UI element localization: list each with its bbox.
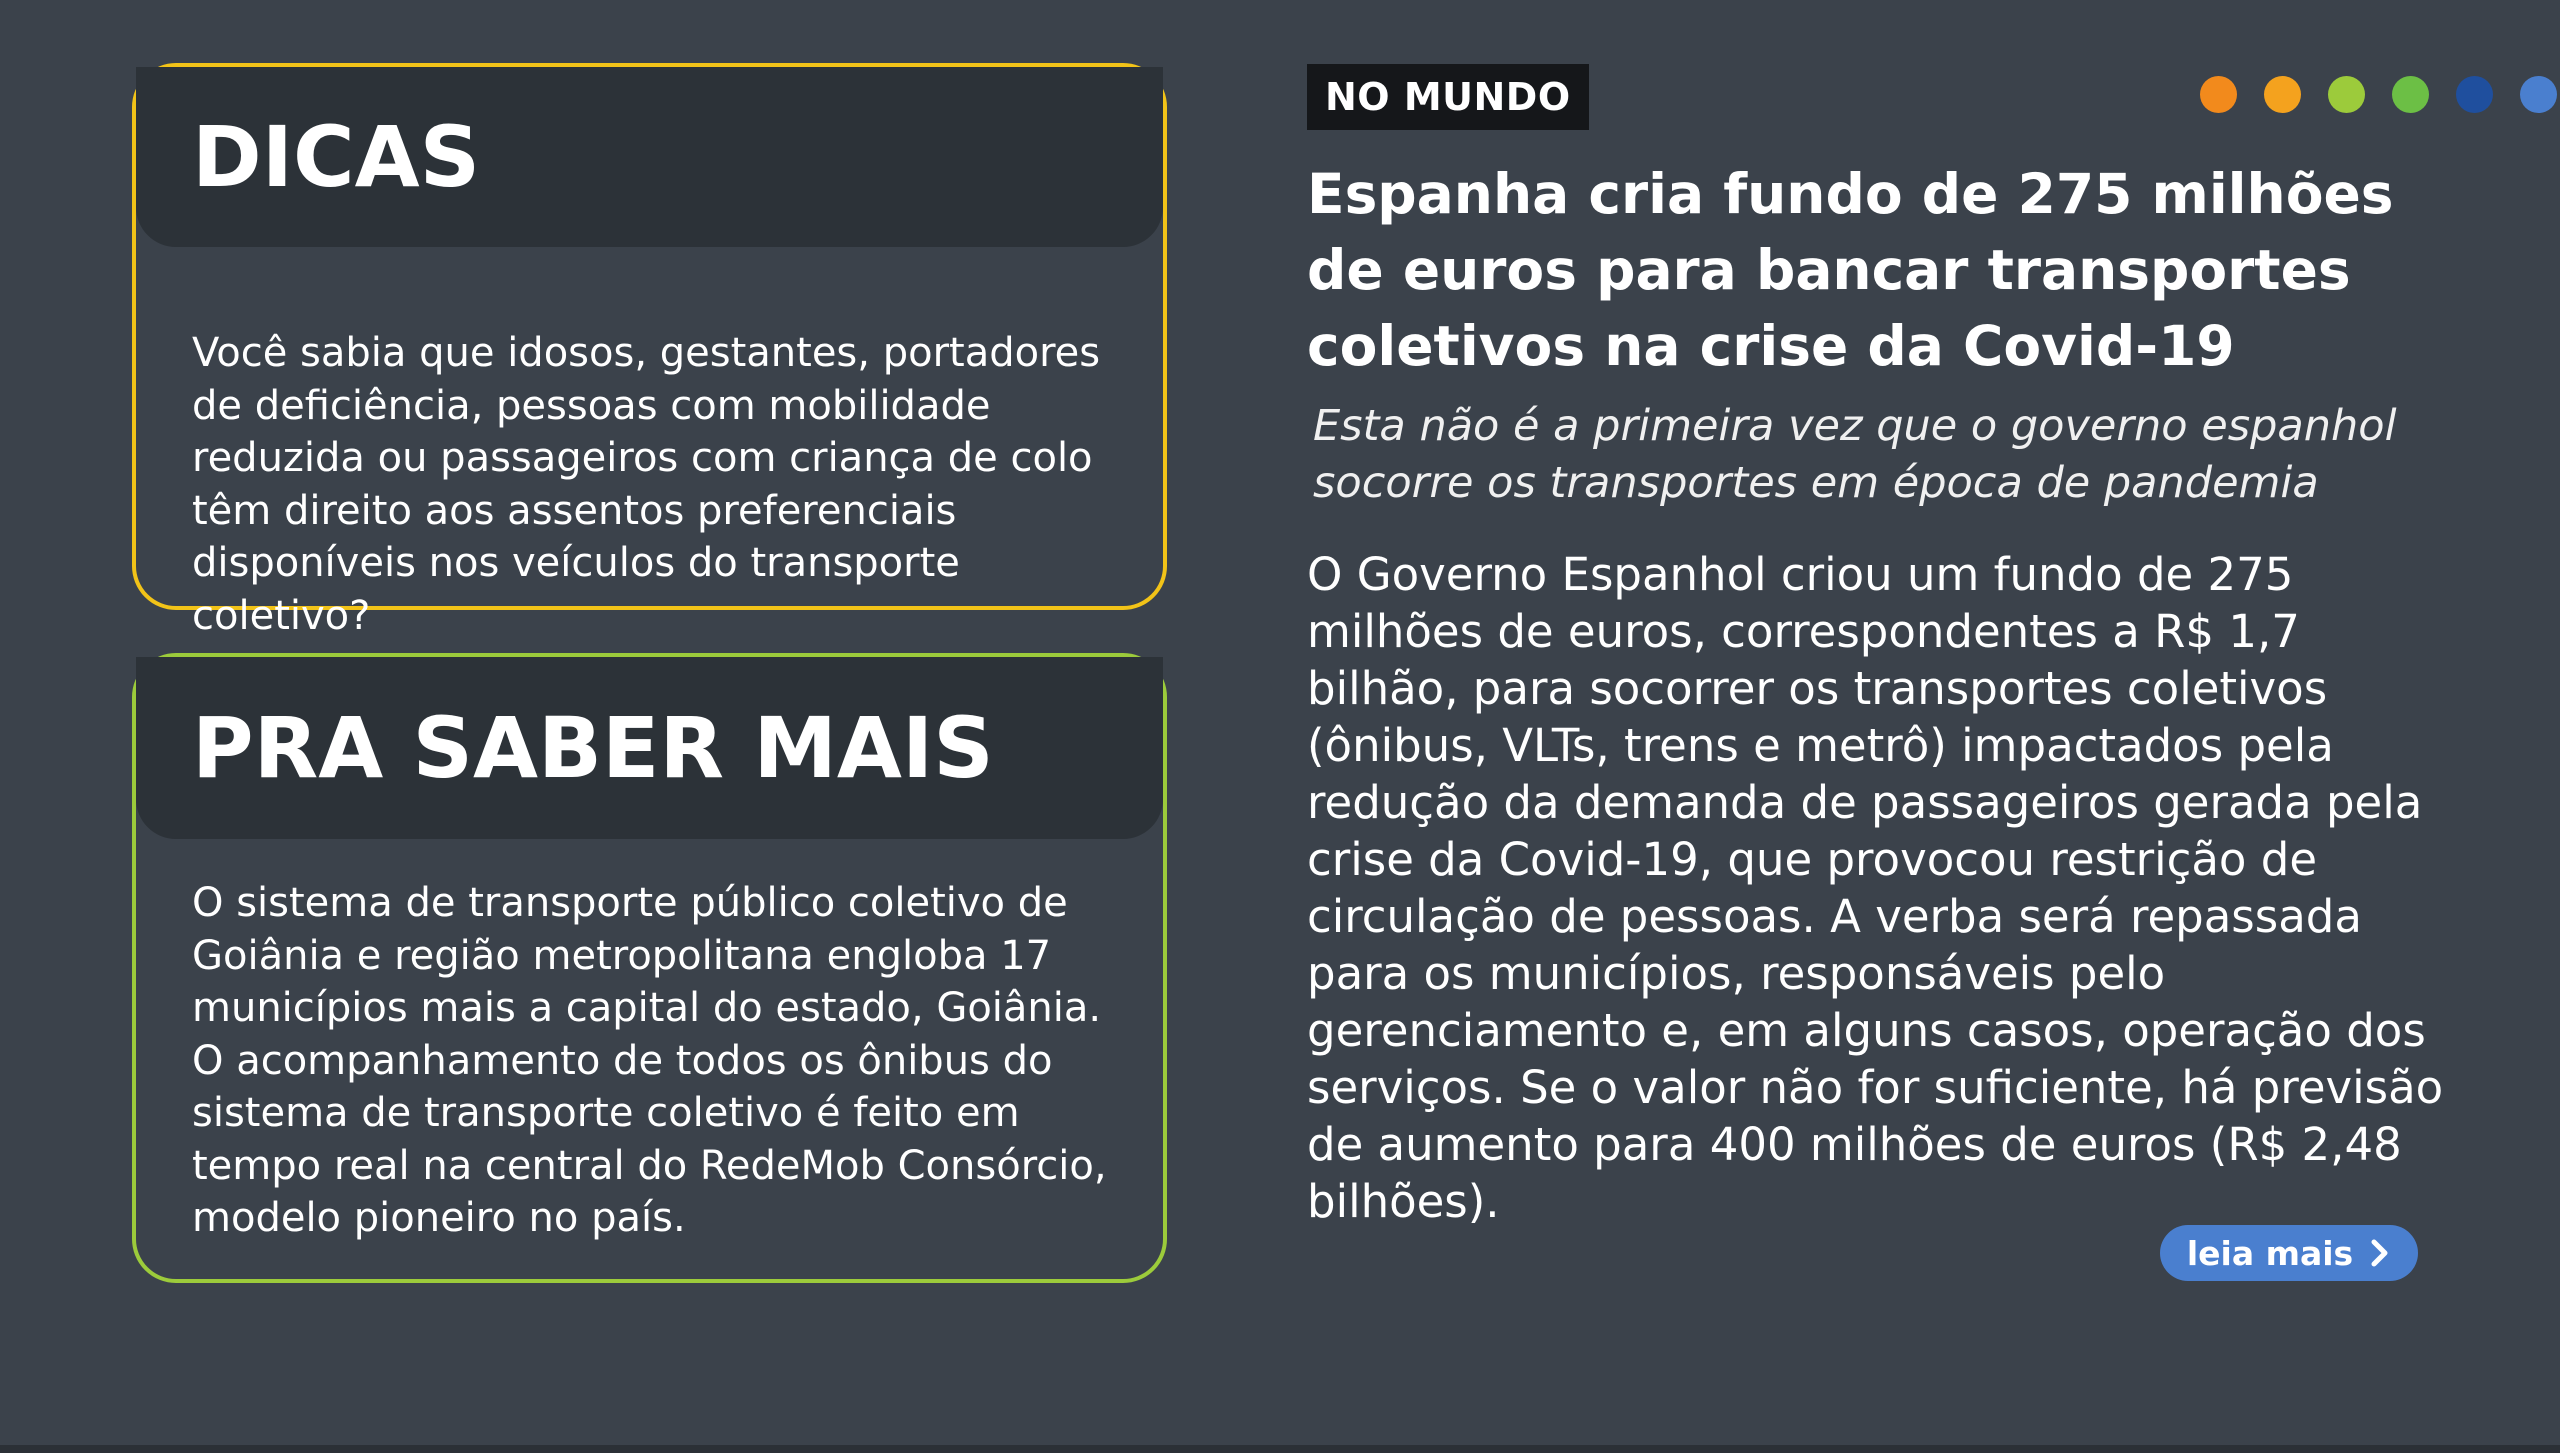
pagination-dot[interactable] <box>2328 76 2365 113</box>
pagination-dots <box>2200 76 2557 113</box>
world-news-section <box>1307 64 2444 1230</box>
tips-card <box>132 63 1167 639</box>
chevron-right-icon <box>2369 1238 2391 1268</box>
read-more-label: leia mais <box>2186 1233 2354 1273</box>
tips-text: Você sabia que idosos, gestantes, portadores de deficiência, pessoas com mobilidade reduzida ou passageiros com criança de colo têm direito aos assentos preferenciais disponíveis nos veículos do transporte coletivo? <box>192 330 1101 639</box>
pagination-dot[interactable] <box>2520 76 2557 113</box>
pagination-dot[interactable] <box>2392 76 2429 113</box>
learn-more-card-header <box>136 657 1163 839</box>
pagination-dot[interactable] <box>2264 76 2301 113</box>
news-body: O Governo Espanhol criou um fundo de 275 milhões de euros, correspondentes a R$ 1,7 bilhão, para socorrer os transportes coletivos (ônibus, VLTs, trens e metrô) impactados pela redução da demanda de passageiros gerada pela crise da Covid-19, que provocou restrição de circulação de pessoas. A verba será repassada para os municípios, responsáveis pelo gerenciamento e, em alguns casos, operação dos serviços. Se o valor não for suficiente, há previsão de aumento para 400 milhões de euros (R$ 2,48 bilhões). <box>1307 548 2444 1228</box>
pagination-dot[interactable] <box>2200 76 2237 113</box>
pagination-dot[interactable] <box>2456 76 2493 113</box>
news-headline: Espanha cria fundo de 275 milhões de euros para bancar transportes coletivos na crise da Covid-19 <box>1307 162 2394 378</box>
learn-more-card <box>132 653 1167 1283</box>
bottom-border <box>0 1445 2560 1453</box>
section-badge: NO MUNDO <box>1307 64 1589 130</box>
learn-more-title: PRA SABER MAIS <box>192 699 994 797</box>
read-more-button[interactable] <box>2160 1225 2418 1281</box>
tips-card-header <box>136 67 1163 247</box>
tips-title: DICAS <box>192 108 481 206</box>
learn-more-text: O sistema de transporte público coletivo de Goiânia e região metropolitana engloba 17 municípios mais a capital do estado, Goiânia. O acompanhamento de todos os ônibus do sistema de transporte coletivo é feito em tempo real na central do RedeMob Consórcio, modelo pioneiro no país. <box>192 880 1107 1241</box>
news-subheadline: Esta não é a primeira vez que o governo espanhol socorre os transportes em época de pandemia <box>1313 401 2397 508</box>
